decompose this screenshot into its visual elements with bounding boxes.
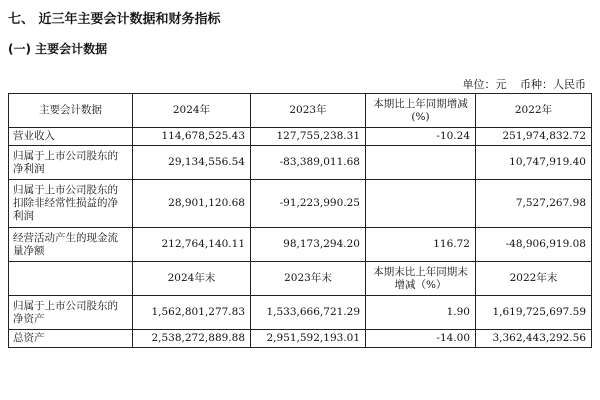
header-cell: 2024年末 (133, 262, 251, 296)
row-label: 营业收入 (9, 128, 133, 146)
value-cell: 1,619,725,697.59 (476, 296, 592, 330)
value-cell: 98,173,294.20 (251, 228, 366, 262)
row-label: 经营活动产生的现金流量净额 (9, 228, 133, 262)
table-row (9, 180, 592, 228)
header-cell: 2024年 (133, 94, 251, 128)
section-title: 七、 近三年主要会计数据和财务指标 (8, 12, 221, 27)
table-row (9, 228, 592, 262)
table-row (9, 128, 592, 146)
value-cell: 3,362,443,292.56 (476, 330, 592, 348)
unit-label: 单位：元 (462, 78, 507, 91)
value-cell: 2,951,592,193.01 (251, 330, 366, 348)
value-cell: 1,562,801,277.83 (133, 296, 251, 330)
value-cell: 127,755,238.31 (251, 128, 366, 146)
row-label: 归属于上市公司股东的净资产 (9, 296, 133, 330)
change-cell: -10.24 (366, 128, 476, 146)
table-row (9, 330, 592, 348)
change-cell (366, 146, 476, 180)
accounting-data-table (8, 93, 592, 348)
row-label: 归属于上市公司股东的净利润 (9, 146, 133, 180)
value-cell: 7,527,267.98 (476, 180, 592, 228)
table-row (9, 296, 592, 330)
value-cell: 10,747,919.40 (476, 146, 592, 180)
table-header-row (9, 94, 592, 128)
units-line (453, 76, 587, 92)
subsection-title: (一) 主要会计数据 (8, 42, 108, 56)
value-cell: 114,678,525.43 (133, 128, 251, 146)
header-cell (9, 262, 133, 296)
header-cell: 2022年末 (476, 262, 592, 296)
table-row (9, 146, 592, 180)
header-cell: 本期末比上年同期末增减（%） (366, 262, 476, 296)
row-label: 归属于上市公司股东的扣除非经常性损益的净利润 (9, 180, 133, 228)
value-cell: 28,901,120.68 (133, 180, 251, 228)
header-cell: 2023年 (251, 94, 366, 128)
header-cell: 主要会计数据 (9, 94, 133, 128)
value-cell: 2,538,272,889.88 (133, 330, 251, 348)
header-cell: 2022年 (476, 94, 592, 128)
value-cell: 212,764,140.11 (133, 228, 251, 262)
value-cell: 1,533,666,721.29 (251, 296, 366, 330)
value-cell: -91,223,990.25 (251, 180, 366, 228)
change-cell: -14.00 (366, 330, 476, 348)
currency-label: 币种：人民币 (520, 78, 586, 91)
value-cell: -48,906,919.08 (476, 228, 592, 262)
change-cell: 116.72 (366, 228, 476, 262)
value-cell: -83,389,011.68 (251, 146, 366, 180)
row-label: 总资产 (9, 330, 133, 348)
change-cell: 1.90 (366, 296, 476, 330)
value-cell: 251,974,832.72 (476, 128, 592, 146)
header-cell: 本期比上年同期增减(%) (366, 94, 476, 128)
value-cell: 29,134,556.54 (133, 146, 251, 180)
header-cell: 2023年末 (251, 262, 366, 296)
table-header-row (9, 262, 592, 296)
change-cell (366, 180, 476, 228)
